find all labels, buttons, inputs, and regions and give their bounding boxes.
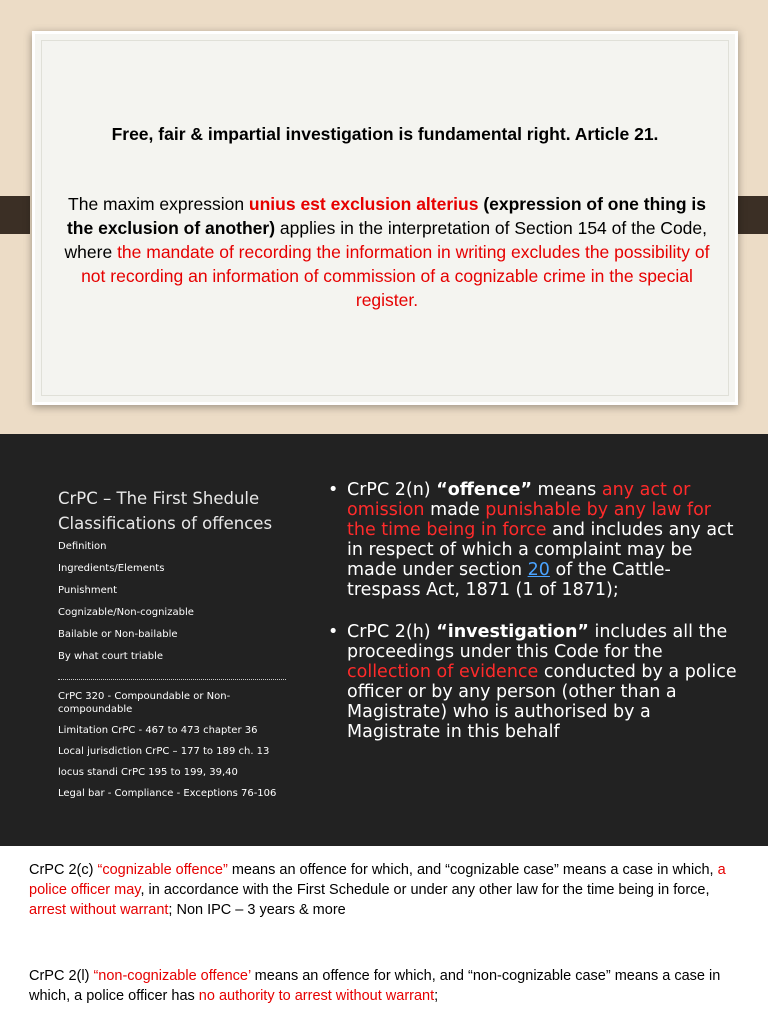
slide-first-schedule: [0, 434, 768, 846]
bullet-investigation: [328, 622, 743, 742]
slide-fundamental-right: [0, 0, 768, 434]
red-punishable: punishable by any law for the time being in force: [347, 500, 711, 540]
slide2-title: [58, 486, 272, 536]
p-text: , in accordance with the First Schedule or under any other law for the time being in force,: [140, 882, 710, 898]
bullet-offence: [328, 480, 743, 600]
list-item: Punishment: [58, 585, 118, 596]
section-20-link[interactable]: 20: [527, 560, 550, 580]
slide-headline: Free, fair & impartial investigation is fundamental right. Article 21.: [111, 124, 659, 144]
red-non-cognizable-offence: “non-cognizable offence’: [93, 968, 251, 984]
para-red-mandate: the mandate of recording the information in writing excludes the possibility of not recording an information of commission of a cognizable crime in the special register.: [81, 242, 710, 310]
term-offence: “offence”: [436, 480, 532, 500]
red-collection-evidence: collection of evidence: [347, 662, 539, 682]
bullet-text: made: [424, 500, 486, 520]
p-text: means an offence for which, and “non-cognizable case” means a case in which, a police officer has: [29, 968, 721, 1004]
bullet-text: conducted by a police officer or by any person (other than a Magistrate) who is authorised by a Magistrate in this behalf: [347, 662, 737, 742]
list-item: Local jurisdiction CrPC – 177 to 189 ch. 13: [58, 746, 270, 757]
list-item: By what court triable: [58, 651, 164, 662]
list-item: Ingredients/Elements: [58, 563, 165, 574]
cognizable-definition: [29, 860, 749, 920]
slide-cognizable: [0, 846, 768, 1024]
p-text: means an offence for which, and “cognizable case” means a case in which,: [227, 862, 718, 878]
p-text: ; Non IPC – 3 years & more: [168, 902, 346, 918]
left-tab-decoration: [0, 196, 30, 234]
para-intro: The maxim expression: [68, 194, 249, 214]
list-item: Bailable or Non-bailable: [58, 629, 178, 640]
slide-card: [32, 31, 738, 405]
reference-list: [58, 690, 290, 808]
para-mid: applies in the interpretation of Section 154 of the Code, where: [64, 218, 708, 262]
p-text: CrPC 2(c): [29, 862, 98, 878]
bullet-dot: •: [328, 622, 339, 642]
list-item: Definition: [58, 541, 107, 552]
classification-list: [58, 540, 194, 672]
right-tab-decoration: [738, 196, 768, 234]
bullet-dot: •: [328, 480, 339, 500]
list-item: Limitation CrPC - 467 to 473 chapter 36: [58, 725, 258, 736]
bullet-text: of the Cattle-trespass Act, 1871 (1 of 1871);: [347, 560, 671, 600]
list-item: locus standi CrPC 195 to 199, 39,40: [58, 767, 238, 778]
non-cognizable-definition: [29, 966, 749, 1006]
definition-bullets: [328, 480, 743, 764]
red-police-officer-may: a police officer may: [29, 862, 726, 898]
bullet-text: means: [531, 480, 602, 500]
p-text: ;: [434, 988, 439, 1004]
list-item: CrPC 320 - Compoundable or Non-compoundable: [58, 691, 231, 715]
red-no-authority: no authority to arrest without warrant: [198, 988, 435, 1004]
red-cognizable-offence: “cognizable offence”: [97, 862, 228, 878]
bullet-prefix: CrPC 2(h): [347, 622, 437, 642]
dotted-divider: [58, 679, 286, 680]
red-arrest-without-warrant: arrest without warrant: [29, 902, 169, 918]
red-any-act: any act or omission: [347, 480, 691, 520]
title-line-1: CrPC – The First Shedule: [58, 489, 260, 508]
bullet-prefix: CrPC 2(n): [347, 480, 437, 500]
p-text: CrPC 2(l): [29, 968, 94, 984]
list-item: Legal bar - Compliance - Exceptions 76-106: [58, 788, 277, 799]
bullet-text: includes all the proceedings under this Code for the: [347, 622, 728, 662]
term-investigation: “investigation”: [436, 622, 589, 642]
list-item: Cognizable/Non-cognizable: [58, 607, 194, 618]
maxim-latin: unius est exclusion alterius: [248, 194, 479, 214]
maxim-paragraph: [61, 192, 713, 312]
title-line-2: Classifications of offences: [58, 514, 273, 533]
maxim-translation: (expression of one thing is the exclusion of another): [66, 194, 706, 238]
bullet-text: and includes any act in respect of which a complaint may be made under section: [347, 520, 734, 580]
